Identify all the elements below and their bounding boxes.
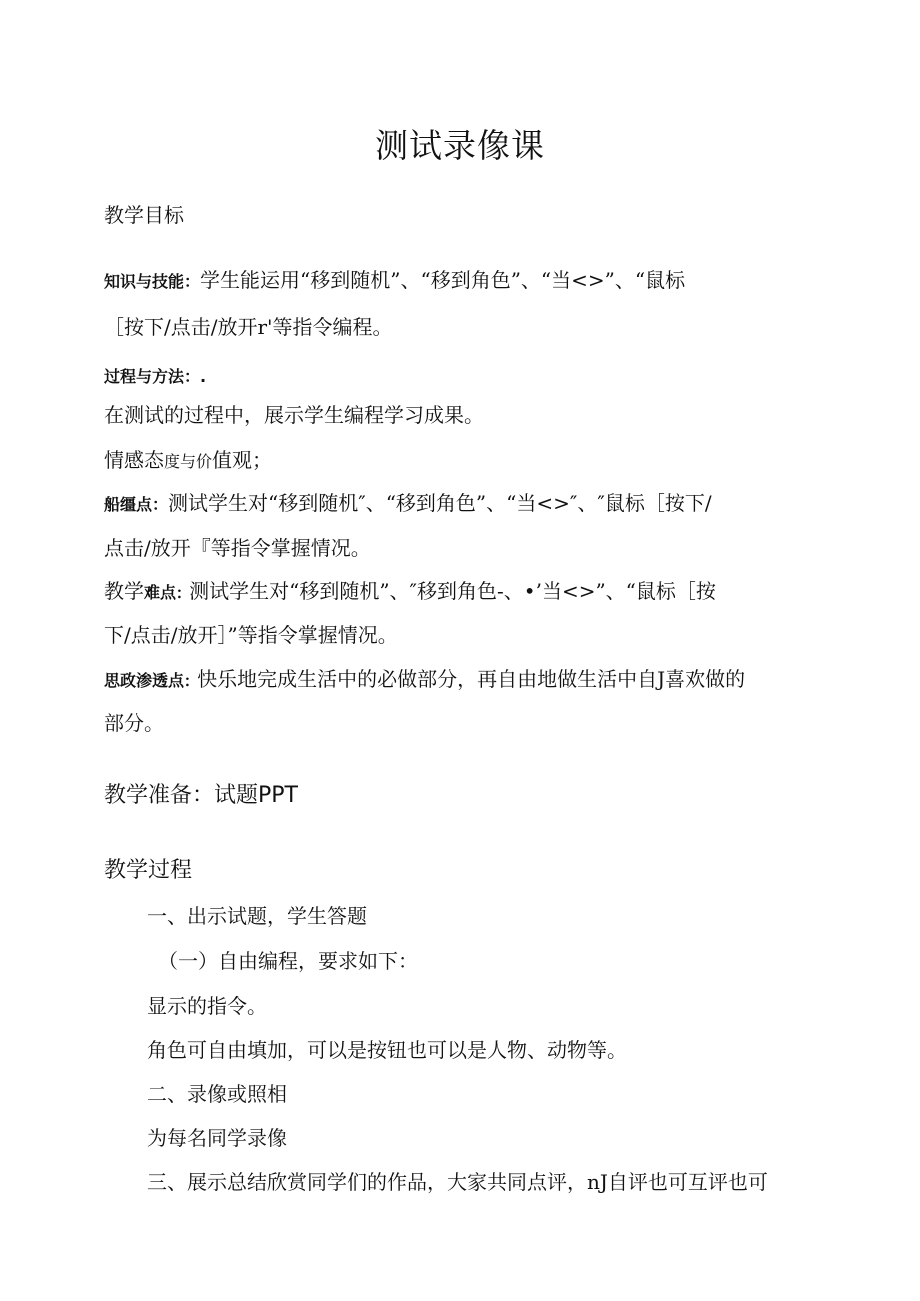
step-1-sub: （一）自由编程，要求如下： <box>158 949 418 973</box>
ideology-line-1 <box>104 656 820 704</box>
key-point-label: 船缰点： <box>104 495 169 514</box>
knowledge-label: 知识与技能： <box>104 272 201 291</box>
step-1: 一、出示试题，学生答题 <box>147 904 367 928</box>
ideology-label: 思政渗透点 <box>104 671 185 690</box>
objectives-heading: 教学目标 <box>104 203 184 227</box>
difficulty-label: 难点 <box>144 583 177 602</box>
knowledge-line-2: ［按下/点击/放开r'等指令编程。 <box>104 315 393 339</box>
emotion-text-a: 情感态 <box>104 448 164 472</box>
key-point-text-1: 测试学生对“移到随机″、“移到角色”、“当<>″、″鼠标［按下/ <box>168 491 712 515</box>
emotion-label: 度与价 <box>164 452 213 471</box>
key-point-line-2: 点击/放开『等指令掌握情况。 <box>104 536 371 560</box>
ideology-line-2: 部分。 <box>104 711 164 735</box>
emotion-text-b: 值观； <box>212 448 273 472</box>
step-2: 二、录像或照相 <box>147 1082 287 1106</box>
page-title: 测试录像课 <box>375 126 545 165</box>
step-1-line-2: 角色可自由填加，可以是按钮也可以是人物、动物等。 <box>147 1038 627 1062</box>
step-1-line-1: 显示的指令。 <box>147 994 267 1018</box>
process-method-text: 在测试的过程中，展示学生编程学习成果。 <box>104 403 484 427</box>
knowledge-line-1 <box>104 257 820 305</box>
difficulty-text-1: : 测试学生对“移到随机”、″移到角色-、•’当<>”、“鼠标［按 <box>176 579 716 603</box>
emotion-line <box>104 437 820 485</box>
knowledge-text-1: 学生能运用“移到随机”、“移到角色”、“当<>”、“鼠标 <box>200 268 686 292</box>
process-heading: 教学过程 <box>104 858 193 883</box>
process-method-label: 过程与方法：. <box>104 367 207 386</box>
ideology-text-1: : 快乐地完成生活中的必做部分，再自由地做生活中自J喜欢做的 <box>184 667 746 691</box>
step-2-line: 为每名同学录像 <box>147 1126 287 1150</box>
step-3: 三、展示总结欣赏同学们的作品，大家共同点评，nJ自评也可互评也可 <box>147 1170 768 1194</box>
key-point-line-1 <box>104 480 820 528</box>
difficulty-line-2: 下/点击/放开］”等指令掌握情况。 <box>104 623 398 647</box>
difficulty-text-a: 教学 <box>104 579 144 603</box>
difficulty-line-1 <box>104 568 820 616</box>
preparation-heading: 教学准备：试题PPT <box>104 783 298 808</box>
